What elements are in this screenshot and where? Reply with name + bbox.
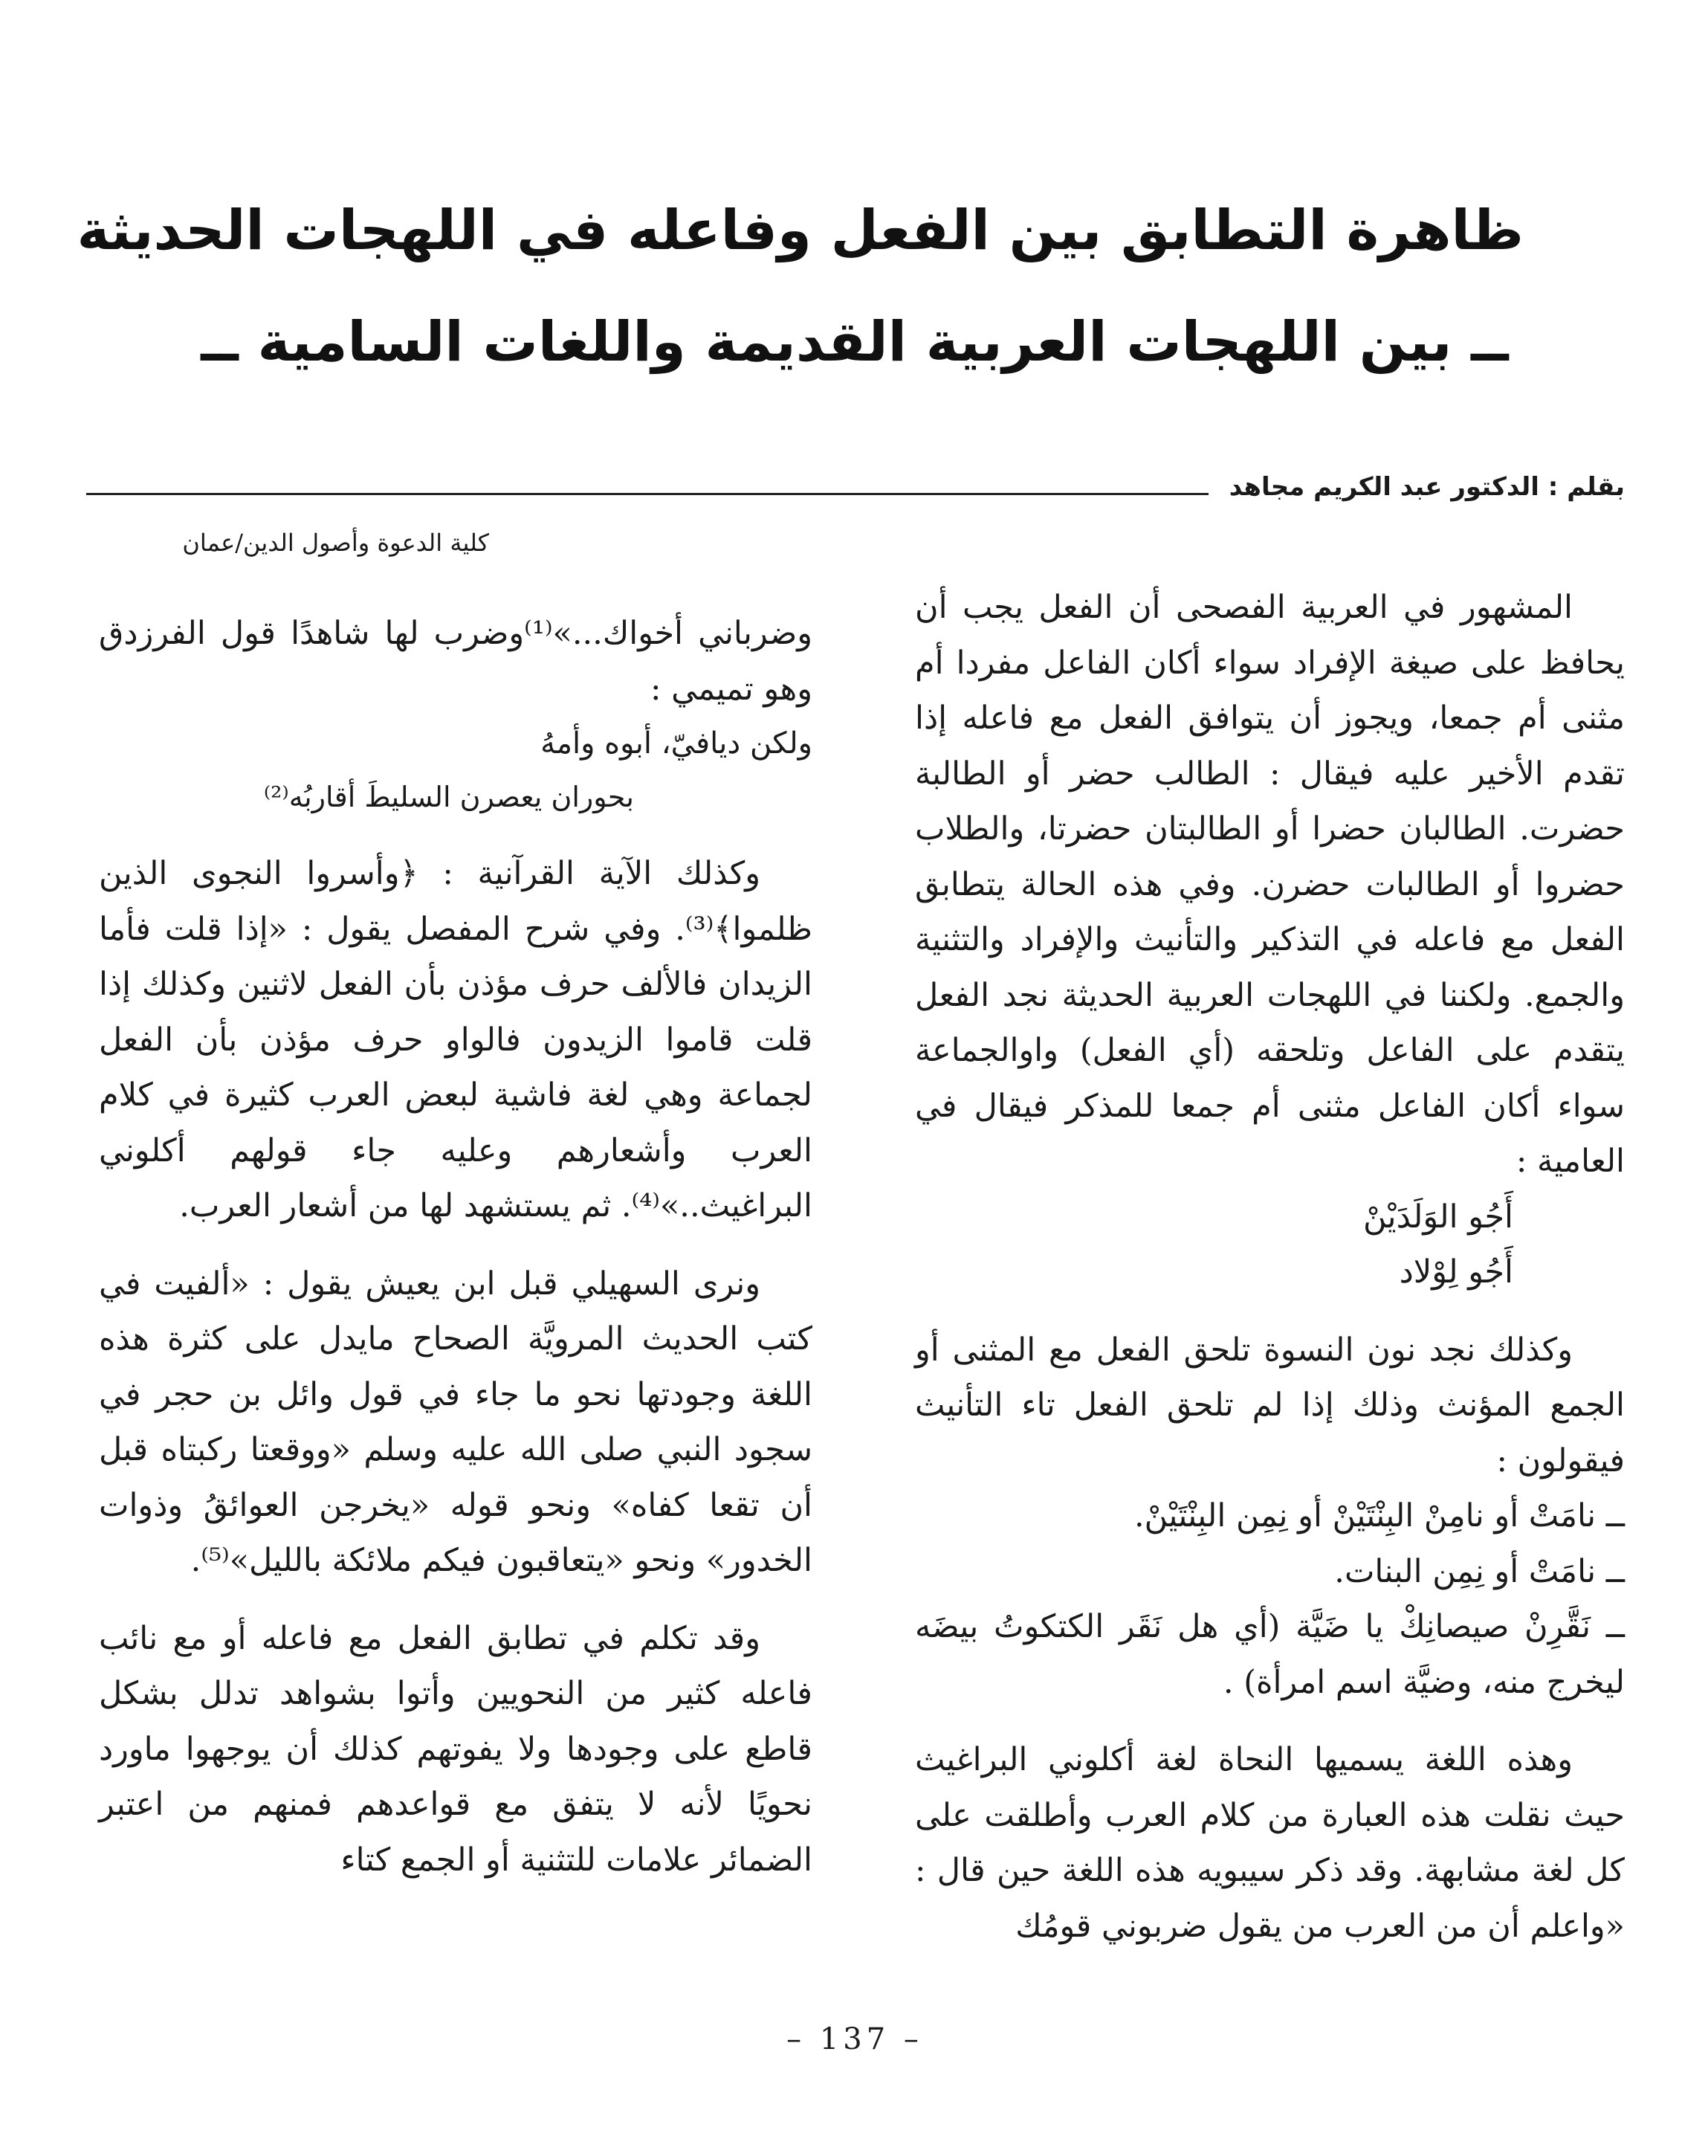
paragraph: وضرباني أخواك...»⁽¹⁾وضرب لها شاهدًا قول الفرزدق وهو تميمي : <box>99 615 812 708</box>
paragraph: وكذلك نجد نون النسوة تلحق الفعل مع المثنى أو الجمع المؤنث وذلك إذا لم تلحق الفعل تاء التأنيث فيقولون : <box>915 1331 1625 1479</box>
title-line-1: ظاهرة التطابق بين الفعل وفاعله في اللهجات الحديثة <box>77 199 1524 262</box>
byline-divider <box>86 493 1209 495</box>
author-name: بقلم : الدكتور عبد الكريم مجاهد <box>1229 472 1625 502</box>
poem-verse: بحوران يعصرن السليطَ أقاربُه⁽²⁾ <box>263 781 634 813</box>
example-line: أَجُو لِوْلاد <box>1399 1253 1513 1291</box>
list-item: ــ نامَتْ أو نِمِن البنات. <box>1334 1552 1625 1590</box>
paragraph: ونرى السهيلي قبل ابن يعيش يقول : «ألفيت في كتب الحديث المرويَّة الصحاح مايدل على كثرة هذه اللغة وجودتها نحو ما جاء في قول وائل بن حجر في سجود النبي صلى الله عليه وسلم «ووقعتا ركبتاه قبل أن تقعا كفاه» ونحو قوله «يخرجن العوائقُ وذوات الخدور» ونحو «يتعاقبون فيكم ملائكة بالليل»⁽⁵⁾. <box>99 1265 812 1579</box>
left-column <box>99 606 812 1888</box>
list-item: ــ نَقَّرِنْ صيصانِكْ يا ضَيَّة (أي هل نَقَر الكتكوتُ بيضَه ليخرج منه، وضيَّة اسم امرأة) . <box>915 1608 1625 1701</box>
author-affiliation: كلية الدعوة وأصول الدين/عمان <box>182 529 489 557</box>
paragraph: وكذلك الآية القرآنية : ﴿وأسروا النجوى الذين ظلموا﴾⁽³⁾. وفي شرح المفصل يقول : «إذا قلت فأما الزيدان فالألف حرف مؤذن بأن الفعل لاثنين وكذلك إذا قلت قاموا الزيدون فالواو حرف مؤذن بأن الفعل لجماعة وهي لغة فاشية لبعض العرب كثيرة في كلام العرب وأشعارهم وعليه جاء قولهم أكلوني البراغيث..»⁽⁴⁾. ثم يستشهد لها من أشعار العرب. <box>99 855 812 1224</box>
poem-verse: ولكن ديافيّ، أبوه وأمهُ <box>540 726 812 761</box>
right-column <box>915 580 1625 1954</box>
article-title <box>77 175 1524 398</box>
list-item: ــ نامَتْ أو نامِنْ البِنْتَيْنْ أو نِمِن البِنْتَيْنْ. <box>1133 1497 1625 1534</box>
paragraph: المشهور في العربية الفصحى أن الفعل يجب أن يحافظ على صيغة الإفراد سواء أكان الفاعل مفردا أم مثنى أم جمعا، ويجوز أن يتوافق الفعل مع فاعله إذا تقدم الأخير عليه فيقال : الطالب حضر أو الطالبة حضرت. الطالبان حضرا أو الطالبتان حضرتا، والطلاب حضروا أو الطالبات حضرن. وفي هذه الحالة يتطابق الفعل مع فاعله في التذكير والتأنيث والإفراد والتثنية والجمع. ولكننا في اللهجات العربية الحديثة نجد الفعل يتقدم على الفاعل وتلحقه (أي الفعل) واوالجماعة سواء أكان الفاعل مثنى أم جمعا للمذكر فيقال في العامية : <box>915 589 1625 1180</box>
page-number: – 137 – <box>786 2022 923 2056</box>
paragraph: وقد تكلم في تطابق الفعل مع فاعله أو مع نائب فاعله كثير من النحويين وأتوا بشواهد تدلل بشكل قاطع على وجودها ولا يفوتهم كذلك أن يوجهوا ماورد نحويًا لأنه لا يتفق مع قواعدهم فمنهم من اعتبر الضمائر علامات للتثنية أو الجمع كتاء <box>99 1619 812 1879</box>
example-line: أَجُو الوَلَدَيْنْ <box>1362 1198 1513 1236</box>
paragraph: وهذه اللغة يسميها النحاة لغة أكلوني البراغيث حيث نقلت هذه العبارة من كلام العرب وأطلقت على كل لغة مشابهة. وقد ذكر سيبويه هذه اللغة حين قال : «واعلم أن من العرب من يقول ضربوني قومُك <box>915 1741 1625 1945</box>
title-line-2: ــ بين اللهجات العربية القديمة واللغات السامية ــ <box>201 310 1509 374</box>
byline <box>86 465 1625 517</box>
